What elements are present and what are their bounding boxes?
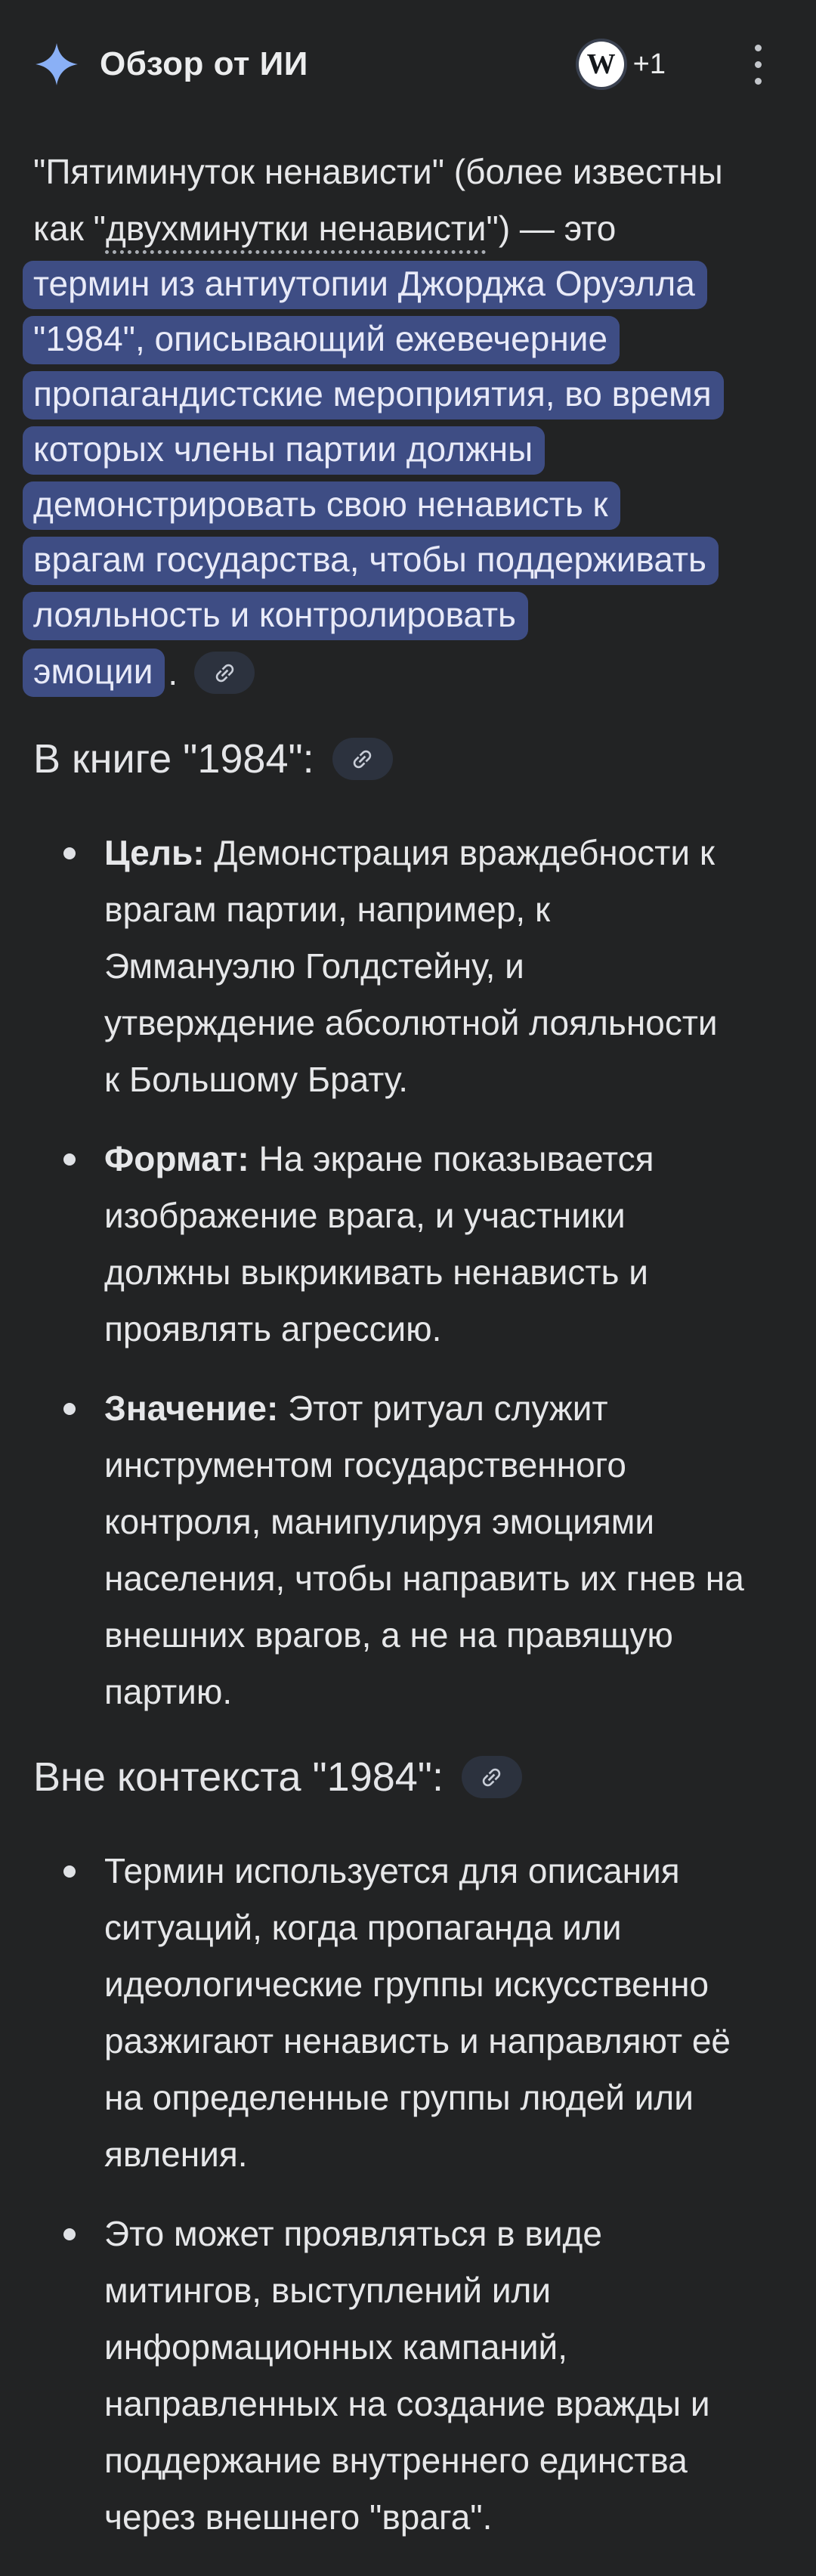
list-item-text-line: разжигают ненависть и направляют её	[104, 2021, 731, 2060]
highlighted-text[interactable]: "1984", описывающий ежевечерние	[23, 316, 620, 364]
bullet-icon	[63, 2228, 76, 2240]
list-item-text: Термин используется для описания	[104, 1851, 680, 1890]
list-item-text-line: населения, чтобы направить их гнев на	[104, 1559, 744, 1598]
highlighted-text[interactable]: лояльность и контролировать	[23, 592, 528, 640]
highlighted-line	[33, 478, 783, 533]
highlighted-text[interactable]: демонстрировать свою ненависть к	[23, 481, 620, 530]
list-item-lines	[104, 1899, 783, 2183]
wikipedia-source-badge[interactable]	[579, 42, 624, 87]
list-item-text: Этот ритуал служит	[278, 1389, 608, 1428]
list-item-text-line: внешних врагов, а не на правящую	[104, 1615, 673, 1655]
list-item	[33, 825, 783, 1108]
list-item-text: Демонстрация враждебности к	[204, 833, 715, 872]
highlighted-text[interactable]: эмоции	[23, 649, 165, 697]
list-item-first-line	[104, 2206, 783, 2262]
list-item-text-line: поддержание внутреннего единства	[104, 2441, 688, 2480]
term-label: Значение:	[104, 1389, 279, 1428]
in-book-list	[33, 825, 783, 1720]
highlighted-text[interactable]: термин из антиутопии Джорджа Оруэлла	[23, 261, 707, 309]
section-heading-text: В книге "1984":	[33, 736, 314, 782]
list-item-text-line: врагам партии, например, к	[104, 890, 551, 929]
outside-context-list	[33, 1843, 783, 2546]
page-title: Обзор от ИИ	[100, 45, 308, 82]
list-item-lines	[104, 881, 783, 1108]
list-item-text-line: утверждение абсолютной лояльности	[104, 1003, 718, 1042]
highlighted-text[interactable]: врагам государства, чтобы поддерживать	[23, 537, 719, 585]
bullet-icon	[63, 1865, 76, 1878]
highlighted-text[interactable]: которых члены партии должны	[23, 426, 545, 475]
list-item-text-line: должны выкрикивать ненависть и	[104, 1252, 648, 1292]
highlighted-line	[33, 257, 783, 312]
term-label: Цель:	[104, 833, 205, 872]
section-heading-outside-context	[33, 1754, 783, 1800]
list-item-lines	[104, 1437, 783, 1720]
kebab-menu-icon[interactable]	[750, 40, 766, 89]
bullet-icon	[63, 1153, 76, 1166]
list-item-body	[104, 2206, 783, 2546]
highlighted-text[interactable]: пропагандистские мероприятия, во время	[23, 371, 724, 420]
list-item-text-line: партию.	[104, 1672, 233, 1711]
ai-overview-header	[33, 39, 783, 89]
highlighted-line	[33, 312, 783, 367]
list-item-text-line: через внешнего "врага".	[104, 2497, 493, 2537]
list-item-first-line	[104, 1131, 783, 1187]
section-heading-text: Вне контекста "1984":	[33, 1754, 444, 1800]
highlighted-citation-block	[33, 257, 783, 643]
citation-link-button[interactable]	[462, 1756, 522, 1798]
bullet-icon	[63, 847, 76, 859]
citation-link-button[interactable]	[332, 738, 393, 780]
list-item-text-line: идеологические группы искусственно	[104, 1965, 709, 2004]
intro-paragraph	[33, 144, 783, 702]
bullet-icon	[63, 1403, 76, 1415]
dotted-term-link[interactable]: двухминутки ненависти	[105, 209, 487, 248]
list-item-body	[104, 1380, 783, 1720]
highlighted-line	[33, 367, 783, 423]
list-item-text-line: явления.	[104, 2135, 248, 2174]
link-icon	[474, 1760, 510, 1795]
list-item-text-line: митингов, выступлений или	[104, 2271, 552, 2310]
term-label: Формат:	[104, 1139, 249, 1178]
list-item-text-line: к Большому Брату.	[104, 1060, 408, 1099]
list-item-text-line: на определенные группы людей или	[104, 2078, 694, 2117]
list-item-first-line	[104, 1380, 783, 1437]
list-item-text-line: информационных кампаний,	[104, 2327, 568, 2367]
ai-sparkle-icon	[33, 41, 80, 88]
list-item-body	[104, 1843, 783, 2183]
list-item-first-line	[104, 1843, 783, 1899]
list-item-first-line	[104, 825, 783, 881]
list-item-text-line: проявлять агрессию.	[104, 1309, 442, 1348]
list-item-text-line: направленных на создание вражды и	[104, 2384, 710, 2423]
intro-line-2	[33, 200, 783, 257]
list-item-lines	[104, 2262, 783, 2546]
source-count-badge: +1	[632, 48, 666, 80]
link-icon	[345, 742, 380, 777]
list-item-text-line: Эммануэлю Голдстейну, и	[104, 946, 524, 986]
link-icon	[207, 655, 243, 691]
list-item	[33, 1380, 783, 1720]
list-item	[33, 1843, 783, 2183]
list-item-text-line: инструментом государственного	[104, 1445, 627, 1485]
citation-link-button[interactable]	[194, 652, 255, 694]
list-item	[33, 1131, 783, 1358]
highlighted-line	[33, 423, 783, 478]
list-item-text: Это может проявляться в виде	[104, 2214, 602, 2253]
list-item-text: На экране показывается	[249, 1139, 654, 1178]
sentence-period: .	[168, 653, 178, 692]
highlighted-line	[33, 533, 783, 588]
intro-line2-post: ") — это	[486, 209, 617, 248]
section-heading-in-book	[33, 735, 783, 782]
list-item-lines	[104, 1187, 783, 1358]
intro-line-1: "Пятиминуток ненависти" (более известны	[33, 152, 723, 191]
list-item	[33, 2206, 783, 2546]
list-item-text-line: изображение врага, и участники	[104, 1196, 626, 1235]
wikipedia-w-icon: W	[586, 48, 616, 80]
list-item-text-line: контроля, манипулируя эмоциями	[104, 1502, 655, 1541]
intro-tail-line	[33, 643, 783, 702]
highlighted-line	[33, 588, 783, 643]
intro-line2-pre: как "	[33, 209, 106, 248]
list-item-text-line: ситуаций, когда пропаганда или	[104, 1908, 622, 1947]
list-item-body	[104, 1131, 783, 1358]
list-item-body	[104, 825, 783, 1108]
